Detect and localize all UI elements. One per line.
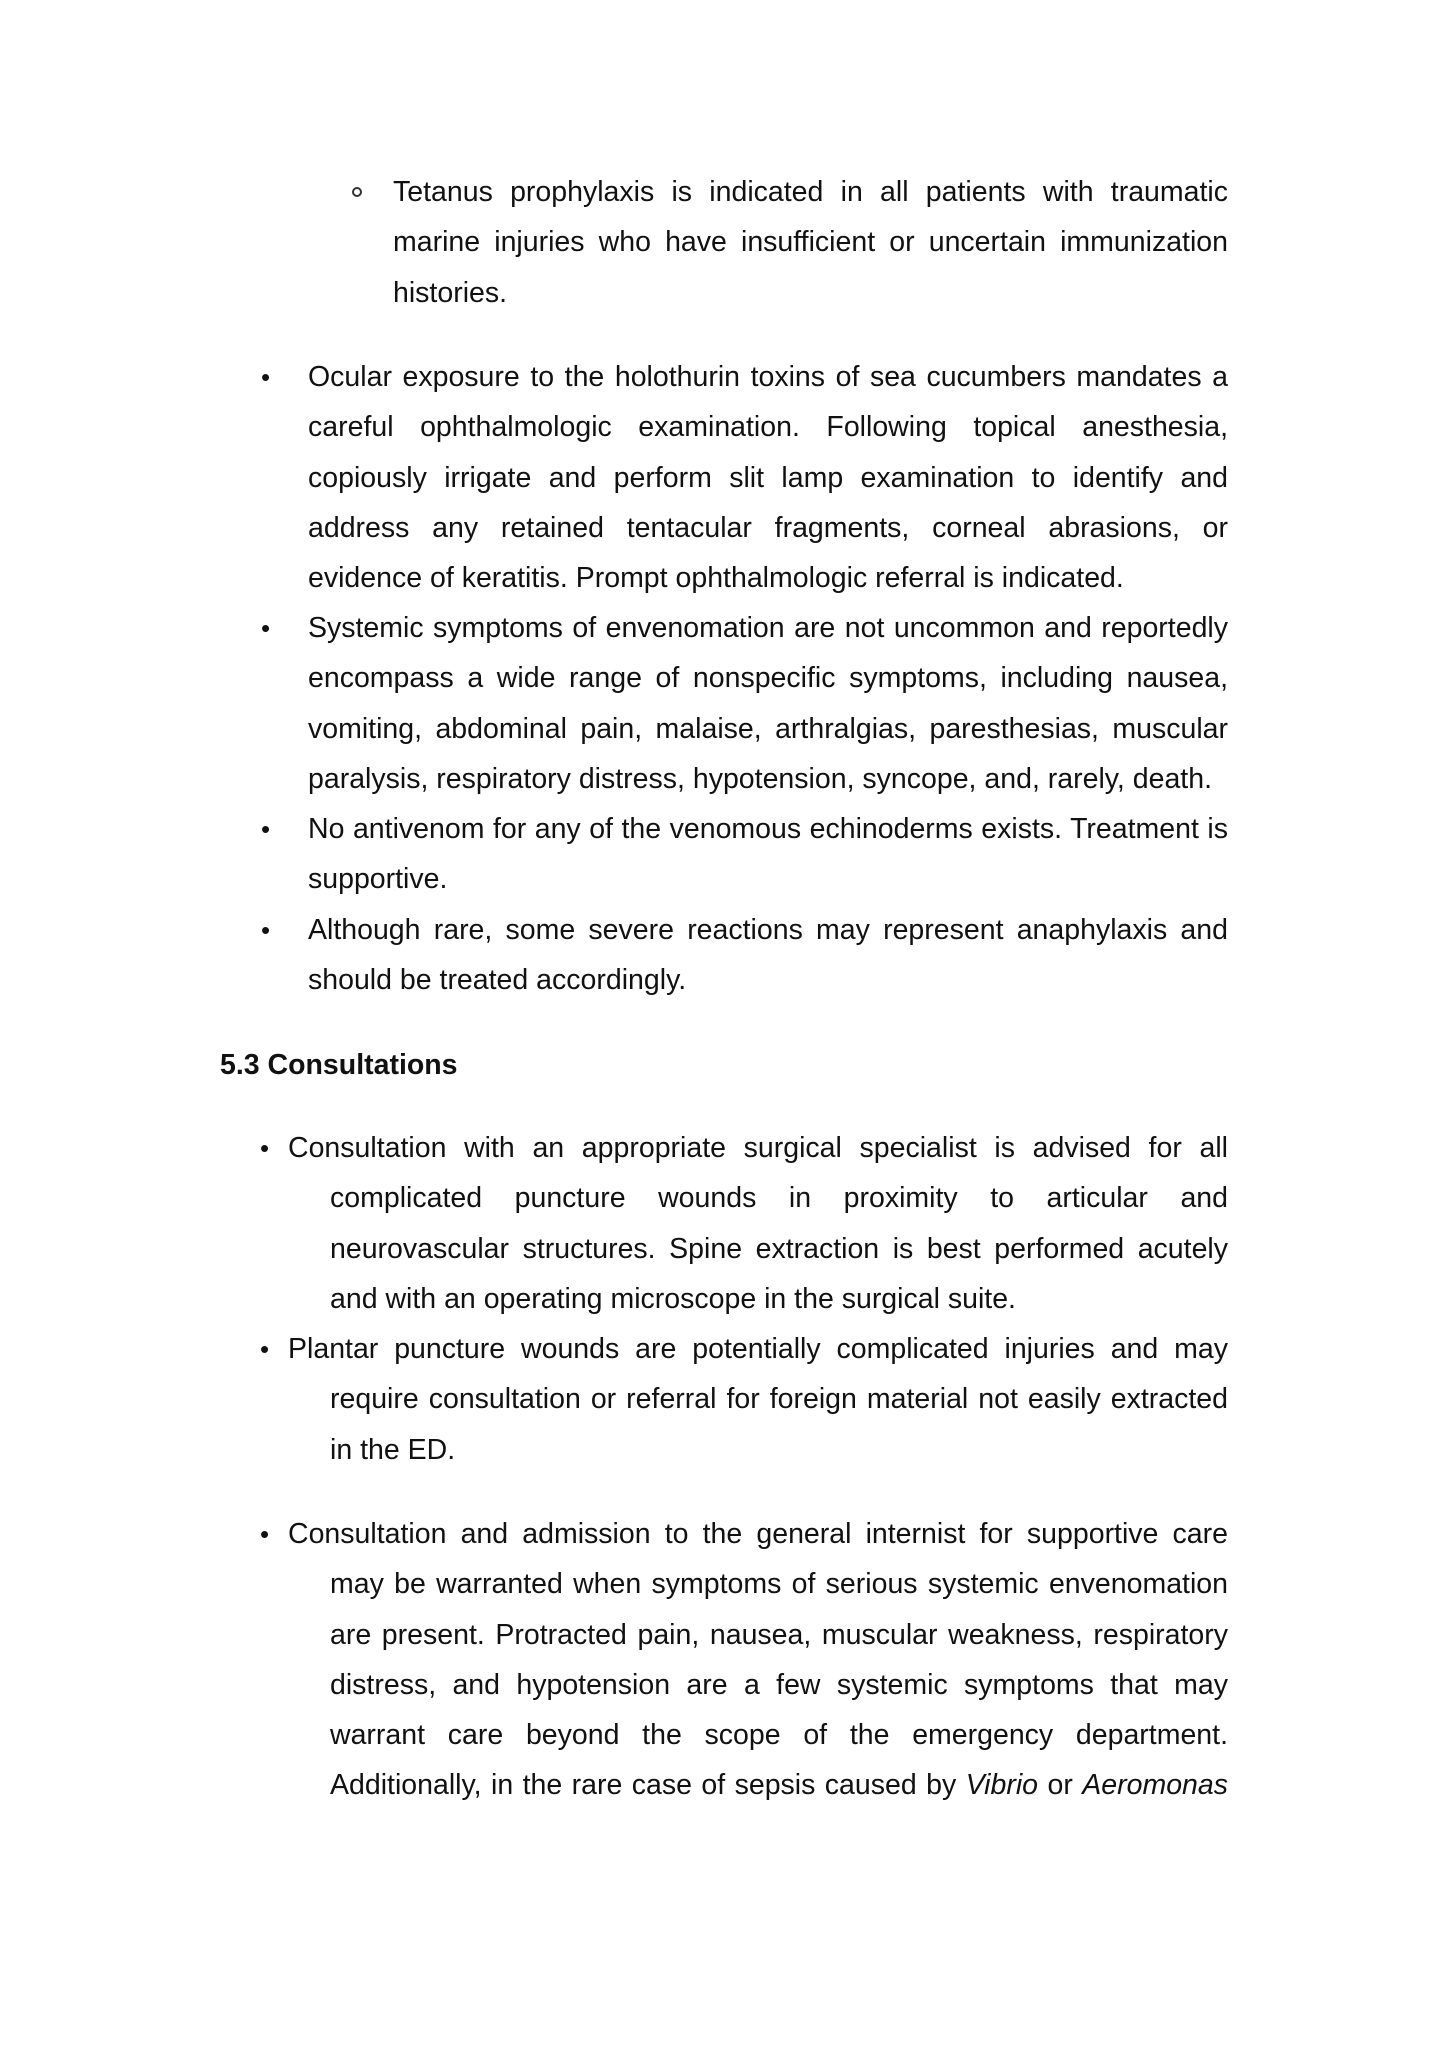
list-item-systemic	[308, 603, 1228, 804]
list-item-text: No antivenom for any of the venomous echinoderms exists. Treatment is supportive.	[308, 813, 1228, 896]
disc-bullet-icon: •	[260, 1334, 270, 1364]
disc-bullet-icon: •	[261, 362, 271, 392]
list-item-plantar	[288, 1324, 1228, 1475]
disc-bullet-icon: •	[261, 613, 271, 643]
disc-bullet-icon: •	[260, 1519, 270, 1549]
list-item-text: Plantar puncture wounds are potentially complicated injuries and may require consultation or referral for foreign material not easily extracted in the ED.	[288, 1333, 1228, 1466]
list-item-text: Systemic symptoms of envenomation are not uncommon and reportedly encompass a wide range of nonspecific symptoms, including nausea, vomiting, abdominal pain, malaise, arthralgias, paresthesias, muscular paralysis, respiratory distress, hypotension, syncope, and, rarely, death.	[308, 612, 1228, 795]
list-item-text: Although rare, some severe reactions may represent anaphylaxis and should be treated accordingly.	[308, 914, 1228, 997]
disc-bullet-icon: •	[261, 814, 271, 844]
circle-bullet-icon	[352, 187, 362, 197]
list-item-text: Tetanus prophylaxis is indicated in all patients with traumatic marine injuries who have insufficient or uncertain immunization histories.	[393, 176, 1228, 309]
list-item-surgical-consult	[288, 1123, 1228, 1324]
list-item-text: Consultation with an appropriate surgical specialist is advised for all complicated puncture wounds in proximity to articular and neurovascular structures. Spine extraction is best performed acutely and with an operating microscope in the surgical suite.	[288, 1132, 1228, 1315]
list-item-anaphylaxis	[308, 905, 1228, 1006]
organism-name-aeromonas: Aeromonas	[1082, 1769, 1229, 1802]
list-item-text: Ocular exposure to the holothurin toxins of sea cucumbers mandates a careful ophthalmologic examination. Following topical anesthesia, copiously irrigate and perform slit lamp examination to identify and address any retained tentacular fragments, corneal abrasions, or evidence of keratitis. Prompt ophthalmologic referral is indicated.	[308, 361, 1228, 595]
text-run: or	[1038, 1769, 1083, 1802]
list-item-tetanus	[393, 167, 1228, 318]
list-item-internist-admission	[288, 1509, 1228, 1811]
disc-bullet-icon: •	[261, 915, 271, 945]
organism-name-vibrio: Vibrio	[965, 1769, 1039, 1802]
section-heading: 5.3 Consultations	[220, 1049, 458, 1081]
text-run: Consultation and admission to the general internist for supportive care may be warranted when symptoms of serious systemic envenomation are present. Protracted pain, nausea, muscular weakness, respiratory distress, and hypotension are a few systemic symptoms that may warrant care beyond the scope of the emergency department. Additionally, in the rare case of sepsis caused by	[288, 1518, 1228, 1802]
list-item-ocular	[308, 352, 1228, 603]
list-item-text	[288, 1509, 1228, 1811]
list-item-antivenom	[308, 804, 1228, 905]
disc-bullet-icon: •	[260, 1133, 270, 1163]
